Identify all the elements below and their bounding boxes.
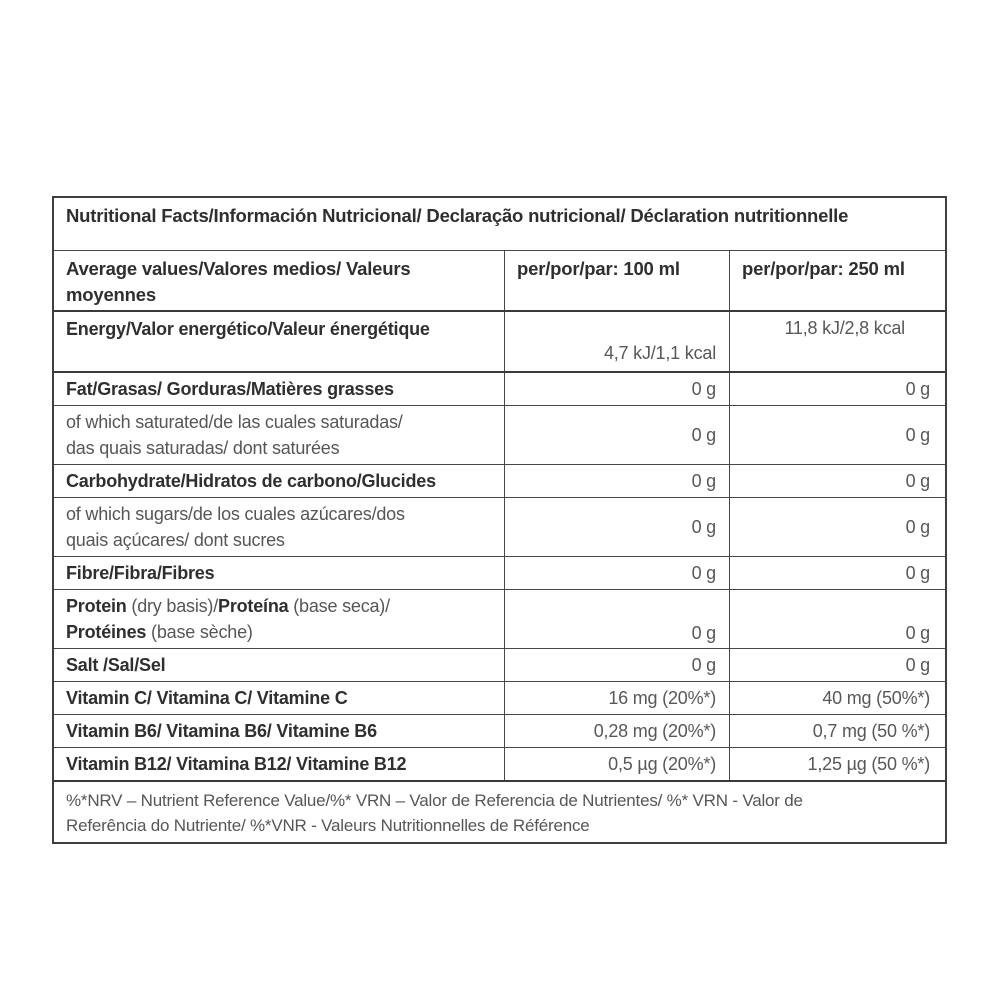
header-per-100ml: per/por/par: 100 ml bbox=[504, 251, 729, 310]
nutrient-label-vitamin-b12: Vitamin B12/ Vitamina B12/ Vitamine B12 bbox=[66, 754, 407, 774]
value-vitamin-b6-100ml: 0,28 mg (20%*) bbox=[504, 715, 729, 747]
table-row-fibre bbox=[54, 556, 945, 589]
value-vitamin-b6-250ml: 0,7 mg (50 %*) bbox=[729, 715, 945, 747]
value-sugars-250ml: 0 g bbox=[729, 498, 945, 556]
value-saturated-fat-100ml: 0 g bbox=[504, 406, 729, 464]
nutrient-label-salt: Salt /Sal/Sel bbox=[66, 655, 166, 675]
nutrient-label-energy: Energy/Valor energético/Valeur énergétique bbox=[66, 319, 430, 339]
table-title bbox=[54, 198, 945, 233]
value-salt-100ml: 0 g bbox=[504, 649, 729, 681]
table-row-fat bbox=[54, 371, 945, 405]
nutrient-label-fat: Fat/Grasas/ Gorduras/Matières grasses bbox=[66, 379, 394, 399]
value-fibre-250ml: 0 g bbox=[729, 557, 945, 589]
value-fat-250ml: 0 g bbox=[729, 373, 945, 405]
table-row-carbohydrate bbox=[54, 464, 945, 497]
nutrient-label-protein: Protein (dry basis)/Proteína (base seca)/ Protéines (base sèche) bbox=[66, 596, 390, 642]
value-protein-250ml: 0 g bbox=[729, 590, 945, 648]
table-row-salt bbox=[54, 648, 945, 681]
table-row-vitamin-b12 bbox=[54, 747, 945, 780]
value-vitamin-b12-100ml: 0,5 µg (20%*) bbox=[504, 748, 729, 780]
value-salt-250ml: 0 g bbox=[729, 649, 945, 681]
value-energy-100ml: 4,7 kJ/1,1 kcal bbox=[504, 312, 729, 371]
value-vitamin-c-250ml: 40 mg (50%*) bbox=[729, 682, 945, 714]
table-row-saturated-fat bbox=[54, 405, 945, 464]
nutrient-label-fibre: Fibre/Fibra/Fibres bbox=[66, 563, 215, 583]
table-footnote-row bbox=[54, 780, 945, 842]
nrv-footnote-line1: %*NRV – Nutrient Reference Value/%* VRN – Valor de Referencia de Nutrientes/ %* VRN - Valor de bbox=[66, 791, 803, 810]
value-vitamin-b12-250ml: 1,25 µg (50 %*) bbox=[729, 748, 945, 780]
header-average-values: Average values/Valores medios/ Valeurs moyennes bbox=[66, 258, 411, 305]
table-title-row bbox=[54, 198, 945, 250]
table-row-vitamin-c bbox=[54, 681, 945, 714]
value-carbohydrate-250ml: 0 g bbox=[729, 465, 945, 497]
table-row-energy bbox=[54, 310, 945, 371]
nutrient-label-vitamin-b6: Vitamin B6/ Vitamina B6/ Vitamine B6 bbox=[66, 721, 377, 741]
value-protein-100ml: 0 g bbox=[504, 590, 729, 648]
value-sugars-100ml: 0 g bbox=[504, 498, 729, 556]
table-title-line1: Nutritional Facts/Información Nutricional/ Declaração nutricional/ Déclaration bbox=[66, 205, 729, 226]
nutrient-label-saturated-fat: of which saturated/de las cuales saturadas/ das quais saturadas/ dont saturées bbox=[66, 412, 403, 458]
value-energy-250ml: 11,8 kJ/2,8 kcal bbox=[729, 312, 945, 371]
table-row-sugars bbox=[54, 497, 945, 556]
value-fat-100ml: 0 g bbox=[504, 373, 729, 405]
header-per-250ml: per/por/par: 250 ml bbox=[729, 251, 945, 310]
value-fibre-100ml: 0 g bbox=[504, 557, 729, 589]
value-saturated-fat-250ml: 0 g bbox=[729, 406, 945, 464]
nutrition-facts-table bbox=[52, 196, 947, 844]
nutrient-label-vitamin-c: Vitamin C/ Vitamina C/ Vitamine C bbox=[66, 688, 348, 708]
nrv-footnote bbox=[54, 782, 945, 842]
table-title-line2: nutritionnelle bbox=[733, 205, 849, 226]
value-carbohydrate-100ml: 0 g bbox=[504, 465, 729, 497]
table-row-protein bbox=[54, 589, 945, 648]
nrv-footnote-line2: Referência do Nutriente/ %*VNR - Valeurs Nutritionnelles de Référence bbox=[66, 816, 590, 835]
value-vitamin-c-100ml: 16 mg (20%*) bbox=[504, 682, 729, 714]
table-header-row bbox=[54, 250, 945, 310]
nutrient-label-sugars: of which sugars/de los cuales azúcares/dos quais açúcares/ dont sucres bbox=[66, 504, 405, 550]
table-row-vitamin-b6 bbox=[54, 714, 945, 747]
nutrient-label-carbohydrate: Carbohydrate/Hidratos de carbono/Glucides bbox=[66, 471, 436, 491]
